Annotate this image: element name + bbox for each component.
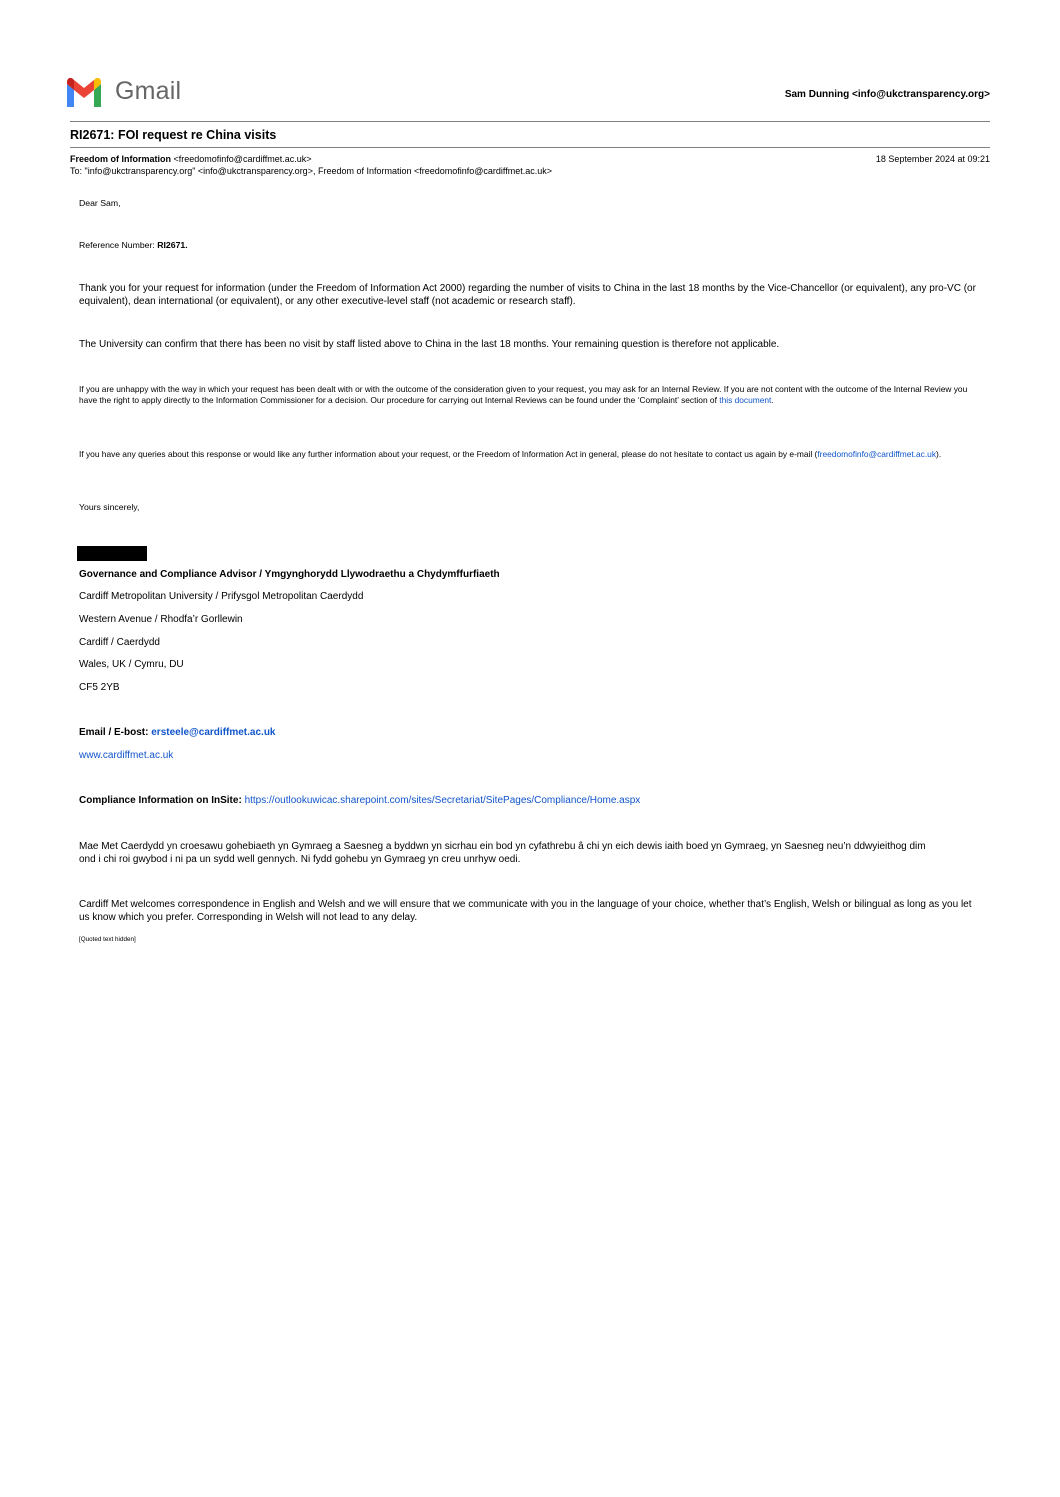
signature-role: Governance and Compliance Advisor / Ymgynghorydd Llywodraethu a Chydymffurfiaeth <box>79 569 500 580</box>
subject-divider <box>70 147 990 148</box>
foi-email-link[interactable]: freedomofinfo@cardiffmet.ac.uk <box>817 449 937 459</box>
gmail-wordmark: Gmail <box>115 77 182 105</box>
sender-name: Freedom of Information <box>70 154 171 164</box>
address-line: CF5 2YB <box>79 682 120 693</box>
sender <box>70 153 312 165</box>
website-line <box>79 750 979 763</box>
signoff: Yours sincerely, <box>79 502 140 512</box>
queries-end: ). <box>936 449 942 459</box>
review-text: If you are unhappy with the way in which your request has been dealt with or with the outcome of the consideration given to your request, you may ask for an Internal Review. If you are not content with the outcome of the Internal Review you have the right to apply directly to the Information Commissioner for a decision. Our procedure for carrying out Internal Reviews can be found under the ‘Complaint’ section of <box>79 384 968 406</box>
gmail-logo <box>65 76 182 110</box>
queries-text: If you have any queries about this response or would like any further information about your request, or the Freedom of Information Act in general, please do not hesitate to contact us again by e-mail ( <box>79 449 818 459</box>
review-paragraph <box>79 384 984 407</box>
email-date: 18 September 2024 at 09:21 <box>875 154 990 164</box>
request-paragraph: Thank you for your request for information (under the Freedom of Information Act 2000) regarding the number of visits to China in the last 18 months by the Vice-Chancellor (or equivalent), any pro-VC (or equivalent), dean international (or equivalent), or any other executive-level staff (not academic or research staff). <box>79 283 976 307</box>
address-line: Cardiff / Caerdydd <box>79 637 160 648</box>
address-line: Western Avenue / Rhodfa’r Gorllewin <box>79 614 243 625</box>
insite-label: Compliance Information on InSite: <box>79 795 245 806</box>
greeting: Dear Sam, <box>79 198 121 208</box>
reference-line <box>79 240 979 252</box>
header-divider <box>70 121 990 122</box>
signature-email-line <box>79 727 979 740</box>
insite-line <box>79 795 979 808</box>
email-meta <box>70 153 990 177</box>
email-subject: RI2671: FOI request re China visits <box>70 128 277 142</box>
address-line: Cardiff Metropolitan University / Prifysgol Metropolitan Caerdydd <box>79 591 364 602</box>
redacted-name <box>77 546 147 561</box>
account-label: Sam Dunning <info@ukctransparency.org> <box>784 89 990 100</box>
email-label: Email / E-bost: <box>79 727 152 738</box>
confirm-paragraph: The University can confirm that there has been no visit by staff listed above to China in the last 18 months. Your remaining question is therefore not applicable. <box>79 339 780 350</box>
sender-line <box>70 153 990 165</box>
signature-email-link[interactable]: ersteele@cardiffmet.ac.uk <box>151 727 276 738</box>
welsh-language-note: Mae Met Caerdydd yn croesawu gohebiaeth yn Gymraeg a Saesneg a byddwn yn sicrhau ein bod yn cyfathrebu â chi yn eich dewis iaith boed yn Gymraeg, yn Saesneg neu’n ddwyieithog dim ond i chi roi gwybod i ni pa un sydd well gennych. Ni fydd gohebu yn Gymraeg yn creu unrhyw oedi. <box>79 841 926 865</box>
sender-email: <freedomofinfo@cardiffmet.ac.uk> <box>173 154 312 164</box>
review-end: . <box>771 395 774 406</box>
address-line: Wales, UK / Cymru, DU <box>79 659 184 670</box>
english-language-note: Cardiff Met welcomes correspondence in English and Welsh and we will ensure that we communicate with you in the language of your choice, whether that’s English, Welsh or bilingual as long as you let us know which you prefer. Corresponding in Welsh will not lead to any delay. <box>79 899 972 923</box>
gmail-m-icon <box>65 76 103 109</box>
reference-number: RI2671. <box>157 240 188 250</box>
document-link[interactable]: this document <box>719 395 772 406</box>
recipients-line: To: "info@ukctransparency.org" <info@ukctransparency.org>, Freedom of Information <freedomofinfo@cardiffmet.ac.uk> <box>70 166 553 176</box>
website-link[interactable]: www.cardiffmet.ac.uk <box>79 750 174 761</box>
insite-link[interactable]: https://outlookuwicac.sharepoint.com/sites/Secretariat/SitePages/Compliance/Home.aspx <box>244 795 641 806</box>
reference-label: Reference Number: <box>79 240 158 250</box>
quoted-text-hidden[interactable]: [Quoted text hidden] <box>79 936 136 943</box>
queries-paragraph <box>79 449 984 460</box>
